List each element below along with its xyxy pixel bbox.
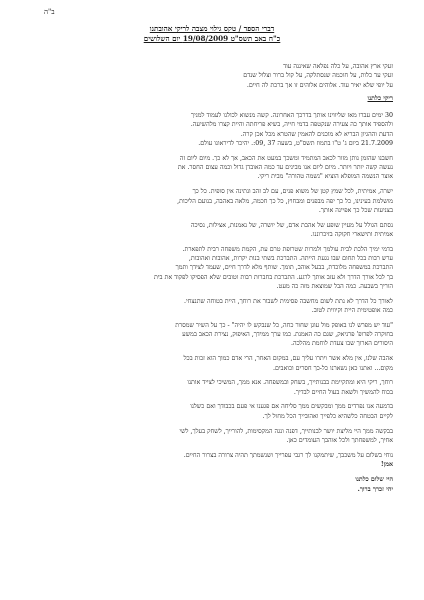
poem-line: על יופי שלא יאיר עוד. אלוהים אלוהים זו אך ברכת לה חיים. bbox=[246, 81, 393, 89]
paragraph bbox=[31, 187, 393, 215]
paragraph-line: בחוקרה לפרופ' פרניאק, שגם כה האמנת. כמו ערך ממידך, האיפוק, נצירת הכאב במשע bbox=[182, 331, 393, 339]
paragraph-line: ערש רבות בכל תחום שבו נגעת הייתה. התברכת בשתי בנות יקרות, אהובות ואהובות, bbox=[188, 255, 393, 263]
paragraph-line: אמיתית ותישארי חקוקה בזיכרוננו. bbox=[310, 230, 393, 238]
paragraph-line: בדמעה אנו נפרדים ממך ומבקשים ממך סליחה אם פגענו אי פעם בכבודך ואם כשלנו bbox=[190, 403, 393, 411]
closing-line-2: יהי זכרך ברוך. bbox=[357, 485, 393, 493]
paragraph-line: בך לכל אורך הדרך ולא עזב אותך לרגע. התברכת בחברות רבות וטובים שלא הפסיקו לפקוד את בית bbox=[153, 273, 393, 281]
paragraph-line: מקום... ואתנו כאן נשארנו כל-כך חסרים וכואבים. bbox=[272, 364, 393, 372]
paragraph-line: נסתם הגולל על מעיין שופע של אהבת אדם, של יושרה, של נאמנות, אצילות, נסיכה bbox=[190, 221, 393, 229]
paragraph bbox=[31, 354, 393, 373]
paragraph-line: 21.7.2009 ביום ג' ט"ו בתמוז תשס"ט, בשעה 37 ,09:. יהיכר לדיראונו עולם. bbox=[198, 140, 393, 148]
paragraph bbox=[31, 451, 393, 470]
paragraph-line: נוחי בשלום על משכבך, שיתמקנו לך רגבי עפרייך ושנשמתך תהיה צרורה בצרור החיים. bbox=[183, 451, 393, 459]
paragraph-line: ישרה, אמיתית, לכל שמץ קטן של משוא פנים, עם לב זהב ונתינה אין סופית. כל כך bbox=[192, 188, 393, 196]
poem-line: זעקי ארץ אהובה, על כלה נפלאה שאיננה עוד bbox=[283, 63, 393, 70]
paragraph bbox=[31, 221, 393, 240]
paragraph bbox=[31, 245, 393, 291]
paragraph-line: אוצר הנשמה המופלא הוציא "נשמה טהורה" מבית ריקי. bbox=[257, 173, 393, 181]
document-title bbox=[0, 24, 424, 44]
paragraph-line: אהבה שלנו, אין מלא אשר ויתרו עליך עם, במקום האחר, הרי אדם כמוך הוא זכות בכל bbox=[183, 355, 393, 363]
paragraph-line: "עוד יש מפרש לנו באופק מול עוגן שחור כחה, כל שנבקש לו יהיה" - כך על השיר שמסרת bbox=[175, 321, 393, 329]
title-line-2: כ"ח באב תשס"ט 19/08/2009 יום השלושים bbox=[143, 34, 281, 43]
paragraph-line: כמה אופטימית היית וקיווית לטוב. bbox=[311, 307, 393, 315]
paragraph-line: לקיים הבטחה כלשהיא כלפייך ואהובייך הכל מחול לך. bbox=[262, 412, 393, 420]
paragraph-line: בכוח להמשיך ולשאת בעול החיים לבדיך. bbox=[293, 388, 393, 396]
paragraph-line: רוחך, ריקי היא ומתקיימת בבנותייך, בשחק ובמשפחה. אנא ממך, המשיכי לצייד אותנו bbox=[187, 379, 393, 387]
paragraph-line: נעשה קשה יותר ויותר. מיום ליום אנו מבינים עד כמה האובדן גדול וכמה עצום החסר. את bbox=[177, 164, 393, 172]
paragraph-line: הוריך בשבעה. כמה הבל שמוצאת מזה כה מעט. bbox=[276, 282, 393, 290]
poem-line: זעקי עד כלות, על חוכמה שנסתלקה, על קול ברור וצלול שנדם bbox=[243, 72, 393, 80]
paragraph bbox=[31, 378, 393, 397]
closing bbox=[31, 475, 393, 494]
paragraph-line: הדעת וההגיון הבריא לא מוכנים להאמין שהטרא מכל אכן קרה. bbox=[240, 130, 393, 138]
paragraph bbox=[31, 111, 393, 148]
paragraphs bbox=[31, 111, 393, 469]
paragraph-line: 30 ימים עברו מאז שליווינו אותך בדרכך האחרונה. קשה מנשוא לכולנו לעמוד למניך bbox=[191, 112, 393, 120]
paragraph-line: בצניעות שכל כך אפיינה אותך. bbox=[318, 206, 393, 214]
paragraph-line: אחיך, למשפחתך ולכל אוהבך העומדים כאן. bbox=[286, 436, 393, 444]
paragraph bbox=[31, 154, 393, 182]
bsd-mark: ב"ה bbox=[44, 8, 55, 16]
paragraph bbox=[31, 427, 393, 446]
paragraph-line: חשבנו שהזמן נותן מזור לכאב המתמיד ומשכך במעט את הכאב, אך לא כך. מיום ליום זה bbox=[179, 154, 393, 162]
paragraph-line: מושלמת בעינינו, כל כך יפה מבפנים ומבחוץ, כל כך חכמה, מלאה באהבה, בנועם הליכות, bbox=[177, 197, 393, 205]
title-line-1: דברי הספד / טקס גילוי מצבה לריקי אהובתנו bbox=[149, 24, 275, 33]
greeting: ריקי כלתנו bbox=[367, 94, 393, 102]
closing-line-1: היי שלום כלתנו bbox=[355, 476, 393, 484]
paragraph-line: בבקשה ממך היי מליצת יושר לבנותייך, דפנה ונגה המקסימות, להורייך, לשחק בעלך, לשי bbox=[179, 427, 393, 435]
poem bbox=[31, 62, 393, 90]
document-body bbox=[31, 62, 393, 494]
paragraph-line: היסורים הארוך שבו צעדת לוחמת מהלכה. bbox=[290, 340, 393, 348]
paragraph-line: בדמי ימיך הלכת לבית עולמך ולמרות שטרופת טרם עת, הקמת משפחה רבית לתפארת. bbox=[182, 245, 393, 253]
paragraph-line: התברכת במשפחה מלוכדת, בבעל אוהב, תומך. שותף מלא לדרך חיים, שעמד לצידך ותמך bbox=[175, 264, 393, 272]
paragraph bbox=[31, 402, 393, 421]
paragraph bbox=[31, 321, 393, 349]
paragraph-line: ולהספיד אותך כה צעירה שנקטפה בדמי חייה, בשיא פריחתה והיית קצרו מלהשיעה. bbox=[190, 121, 393, 129]
paragraph-line: אמן! bbox=[380, 460, 393, 468]
paragraph bbox=[31, 297, 393, 316]
paragraph-line: לאורך כל הדרך לא נתת לשום מחשבה פסימית לשבור את רוחך, היית בטוחה שתנצחי. bbox=[183, 297, 393, 305]
